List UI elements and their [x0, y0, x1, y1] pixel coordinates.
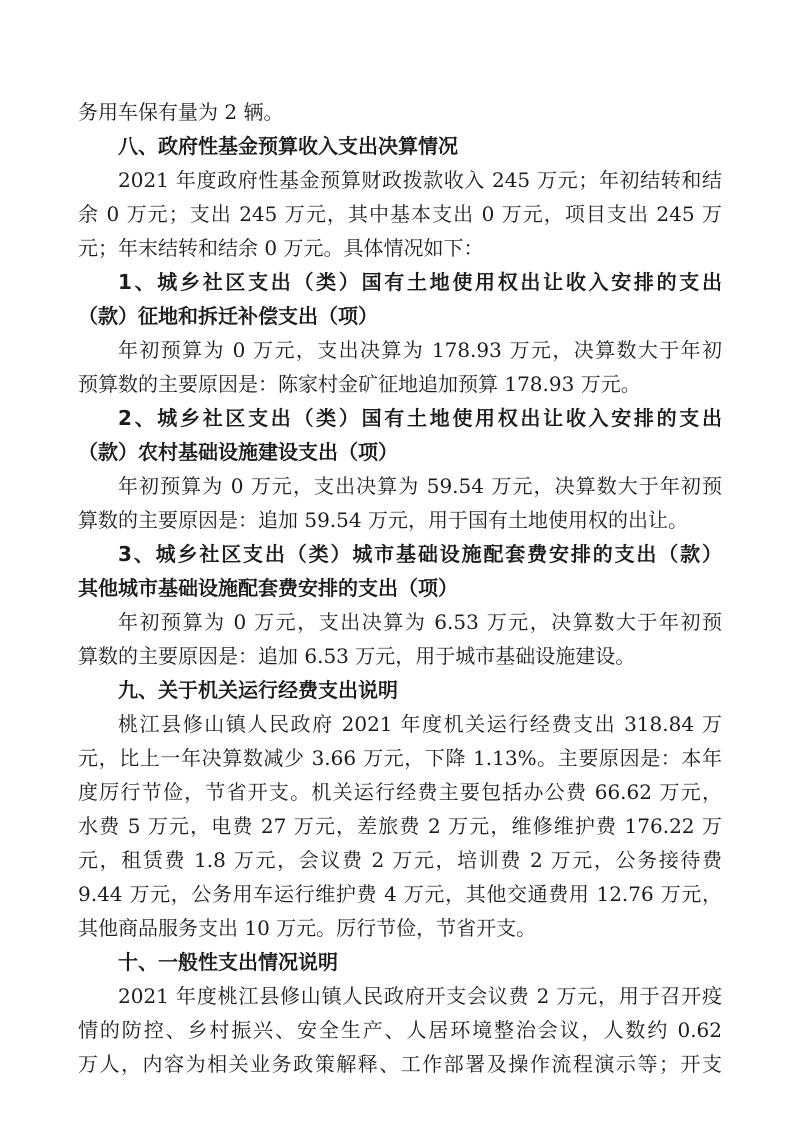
text-line: 年初预算为 0 万元，支出决算为 59.54 万元，决算数大于年初预	[118, 474, 722, 498]
text-line: 预算数的主要原因是：陈家村金矿征地追加预算 178.93 万元。	[78, 372, 641, 396]
budget-item-2	[78, 401, 722, 537]
text-line: 情的防控、乡村振兴、安全生产、人居环境整治会议，人数约 0.62	[78, 1018, 722, 1042]
section-operating-expenses	[78, 673, 722, 945]
text-line: 2021 年度桃江县修山镇人民政府开支会议费 2 万元，用于召开疫	[118, 984, 722, 1008]
text-line: 算数的主要原因是：追加 6.53 万元，用于城市基础设施建设。	[78, 644, 636, 668]
text-line: 务用车保有量为 2 辆。	[78, 100, 284, 124]
item-heading-line: 1、城乡社区支出（类）国有土地使用权出让收入安排的支出	[118, 270, 722, 294]
section-heading: 十、一般性支出情况说明	[118, 950, 338, 974]
section-heading: 九、关于机关运行经费支出说明	[118, 678, 398, 702]
item-heading-line: 3、城乡社区支出（类）城市基础设施配套费安排的支出（款）	[118, 542, 722, 566]
text-line: 元，租赁费 1.8 万元，会议费 2 万元，培训费 2 万元，公务接待费	[78, 848, 722, 872]
budget-item-1	[78, 265, 722, 401]
text-line: 算数的主要原因是：追加 59.54 万元，用于国有土地使用权的出让。	[78, 508, 688, 532]
text-line: 元；年末结转和结余 0 万元。具体情况如下：	[78, 236, 484, 260]
text-line: 水费 5 万元，电费 27 万元，差旅费 2 万元，维修维护费 176.22 万	[78, 814, 722, 838]
text-line: 年初预算为 0 万元，支出决算为 6.53 万元，决算数大于年初预	[118, 610, 722, 634]
section-government-fund-budget	[78, 129, 722, 673]
budget-item-3	[78, 537, 722, 673]
text-line: 余 0 万元；支出 245 万元，其中基本支出 0 万元，项目支出 245 万	[78, 202, 722, 226]
item-heading-line: （款）农村基础设施建设支出（项）	[78, 440, 398, 464]
section-general-expenses	[78, 945, 722, 1081]
section-summary-paragraph	[78, 163, 722, 265]
previous-paragraph-tail	[78, 95, 722, 129]
item-heading-line: 2、城乡社区支出（类）国有土地使用权出让收入安排的支出	[118, 406, 722, 430]
document-page	[78, 95, 722, 1081]
text-line: 9.44 万元，公务用车运行维护费 4 万元，其他交通费用 12.76 万元，	[78, 882, 722, 906]
item-heading-line: 其他城市基础设施配套费安排的支出（项）	[78, 576, 458, 600]
text-line: 年初预算为 0 万元，支出决算为 178.93 万元，决算数大于年初	[118, 338, 722, 362]
item-heading-line: （款）征地和拆迁补偿支出（项）	[78, 304, 378, 328]
text-line: 万人，内容为相关业务政策解释、工作部署及操作流程演示等；开支	[78, 1052, 722, 1076]
text-line: 度厉行节俭，节省开支。机关运行经费主要包括办公费 66.62 万元，	[78, 780, 722, 804]
section-heading: 八、政府性基金预算收入支出决算情况	[118, 134, 458, 158]
text-line: 其他商品服务支出 10 万元。厉行节俭，节省开支。	[78, 916, 537, 940]
text-line: 元，比上一年决算数减少 3.66 万元，下降 1.13%。主要原因是：本年	[78, 746, 722, 770]
text-line: 2021 年度政府性基金预算财政拨款收入 245 万元；年初结转和结	[118, 168, 722, 192]
text-line: 桃江县修山镇人民政府 2021 年度机关运行经费支出 318.84 万	[118, 712, 722, 736]
